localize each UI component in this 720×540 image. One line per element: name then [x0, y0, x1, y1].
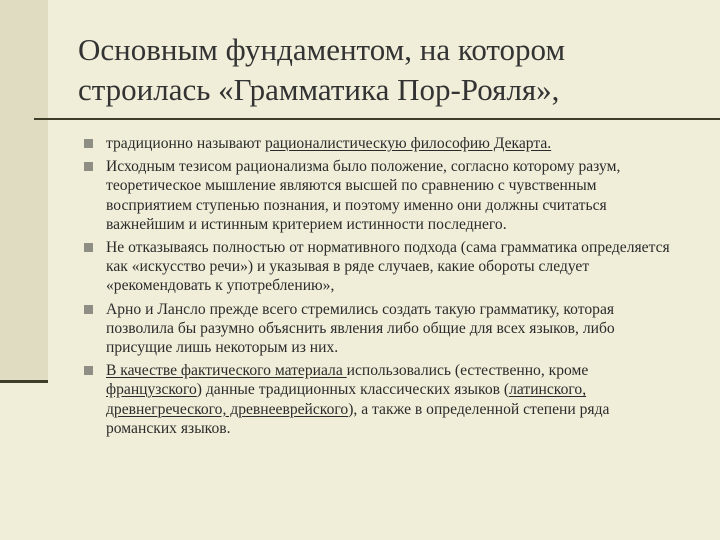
square-bullet-icon: [84, 366, 93, 375]
bullet-text: Арно и Лансло прежде всего стремились создать такую грамматику, которая позволила бы разумно объяснить явления либо общие для всех языков, либо присущие лишь некоторым из них.: [106, 300, 615, 357]
bullet-text: [106, 362, 609, 437]
bullet-item: [84, 157, 684, 234]
bullet-link-text: латинского, древнегреческого, древнееврейского: [106, 381, 587, 418]
square-bullet-icon: [84, 139, 93, 148]
bullet-item: [84, 361, 684, 438]
square-bullet-icon: [84, 162, 93, 171]
bullet-text-segment: ), а также в определенной степени ряда романских языков.: [106, 400, 610, 437]
title-divider: [34, 118, 720, 120]
slide-title-line-1: Основным фундаментом, на котором: [78, 32, 566, 67]
bullet-link-text: французского: [106, 381, 197, 399]
bullet-text: Не отказываясь полностью от нормативного подхода (сама грамматика определяется как «искусство речи») и указывая в ряде случаев, какие обороты следует «рекомендовать к употреблению»,: [106, 239, 670, 295]
bullet-item: [84, 300, 684, 358]
left-decorative-band: [0, 0, 48, 380]
square-bullet-icon: [84, 243, 93, 252]
bullet-text-segment: ) данные традиционных классических языков (: [196, 381, 510, 399]
slide-title: [78, 30, 698, 110]
bullet-list: [84, 134, 684, 442]
slide-title-line-2: строилась «Грамматика Пор-Рояля»,: [78, 72, 560, 107]
left-band-rule: [0, 380, 48, 383]
bullet-item: [84, 238, 684, 296]
bullet-link-text: рационалистическую философию Декарта.: [265, 135, 552, 152]
bullet-text: Исходным тезисом рационализма было положение, согласно которому разум, теоретическое мышление являются высшей по сравнению с чувственным восприятием ступенью познания, и поэтому именно они должны считаться важнейшим и истинным критерием истинности последнего.: [106, 158, 621, 233]
bullet-text: [106, 135, 551, 152]
square-bullet-icon: [84, 305, 93, 314]
bullet-item: [84, 134, 684, 153]
bullet-text-segment: традиционно называют: [106, 135, 266, 152]
bullet-link-text: В качестве фактического материала: [106, 362, 347, 380]
bullet-text-segment: использовались (естественно, кроме: [346, 362, 589, 380]
